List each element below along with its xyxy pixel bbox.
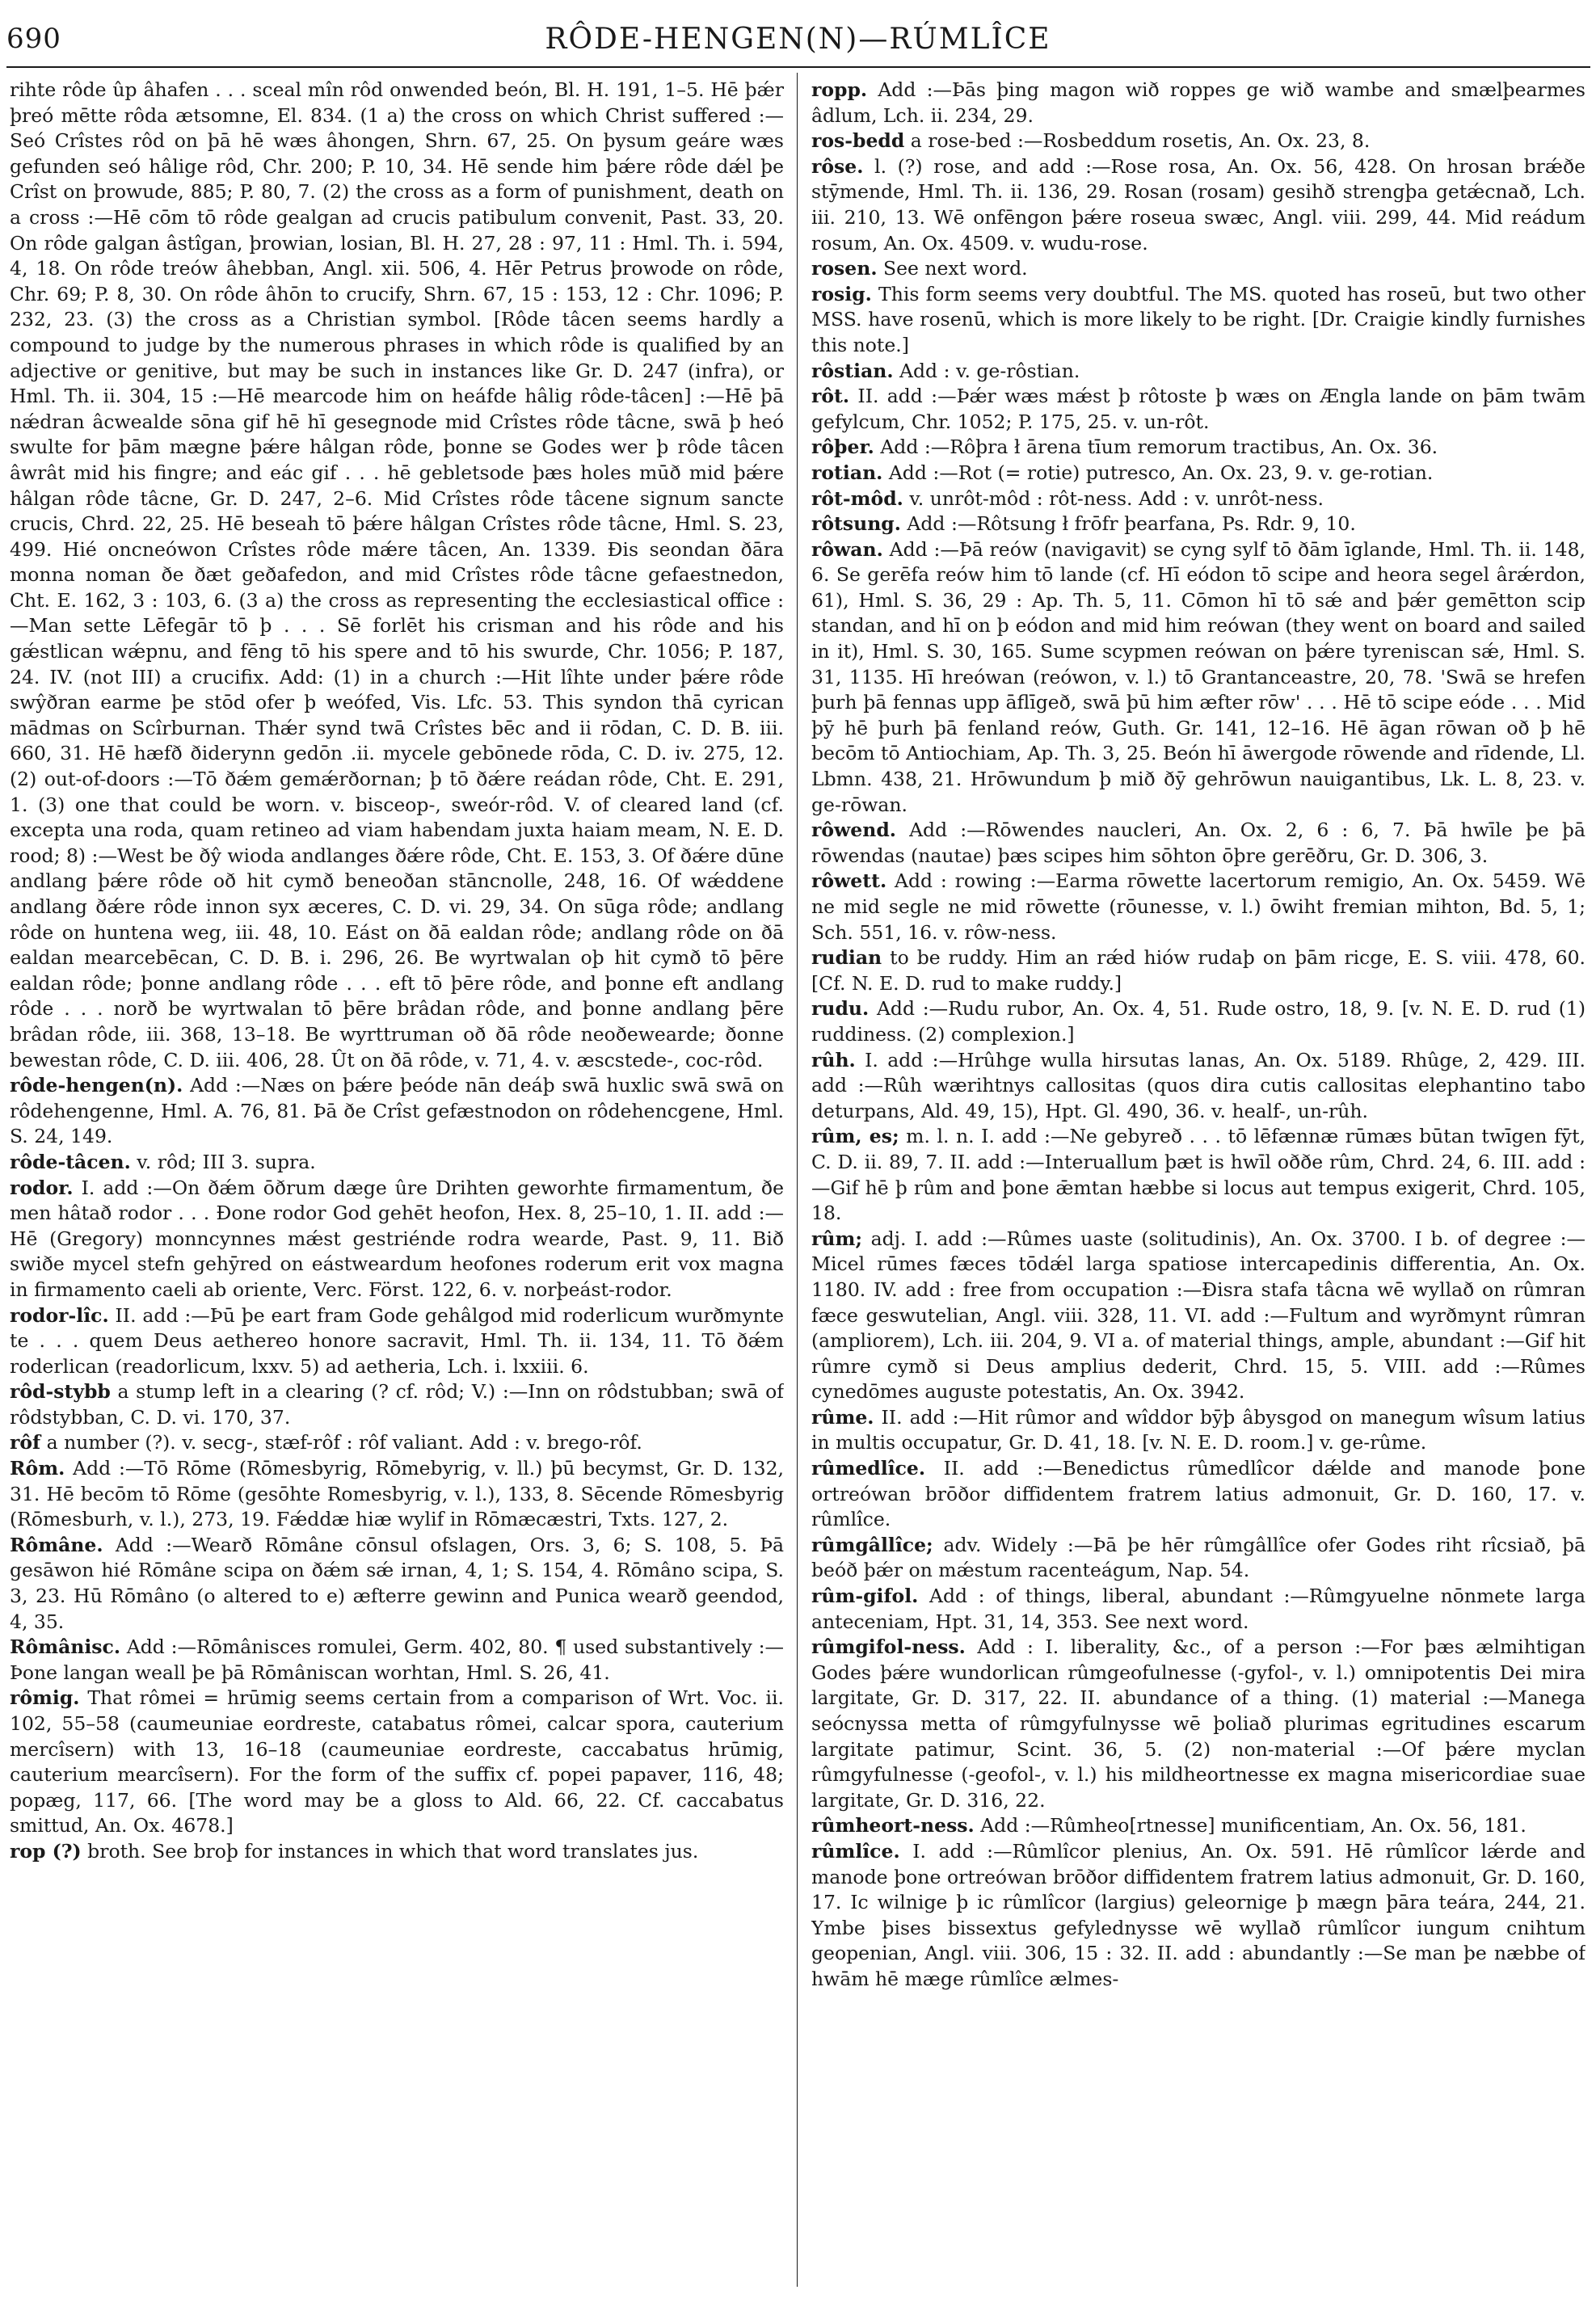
dictionary-entry <box>10 1635 784 1686</box>
dictionary-entry <box>811 78 1585 128</box>
entry-headword: rûmgâllîce; <box>811 1533 933 1556</box>
entry-headword: rûm, es; <box>811 1125 899 1148</box>
entry-headword: rôd-stybb <box>10 1380 111 1404</box>
dictionary-entry <box>10 1303 784 1380</box>
entry-headword: rotian. <box>811 461 883 484</box>
dictionary-entry <box>811 486 1585 512</box>
dictionary-entry <box>811 435 1585 461</box>
entry-headword: ros-bedd <box>811 129 905 153</box>
entry-headword: rosen. <box>811 257 878 280</box>
entry-headword: rûmheort-ness. <box>811 1814 975 1837</box>
entry-text: to be ruddy. Him an rǽd hiów rudaþ on þām ricge, E. S. viii. 478, 60. [Cf. N. E. D. rud to make ruddy.] <box>811 946 1585 995</box>
dictionary-entry <box>811 996 1585 1047</box>
entry-text: adv. Widely :—Þā þe hēr rûmgâllîce ofer Godes riht rîcsiað, þā beóð þǽr on mǽstum racenteágum, Nap. 54. <box>811 1533 1585 1582</box>
entry-headword: rop (?) <box>10 1839 82 1863</box>
entry-text: See next word. <box>883 257 1028 280</box>
right-column <box>811 78 1585 2292</box>
dictionary-entry <box>10 1430 784 1456</box>
dictionary-entry <box>811 1124 1585 1226</box>
dictionary-entry <box>10 1533 784 1635</box>
dictionary-entry <box>811 1584 1585 1635</box>
dictionary-entry <box>10 1073 784 1150</box>
entry-headword: rôf <box>10 1431 41 1454</box>
entry-headword: Rôm. <box>10 1457 65 1480</box>
entry-text: Add :—Tō Rōme (Rōmesbyrig, Rōmebyrig, v. ll.) þū becymst, Gr. D. 132, 31. Hē becōm tō Rōme (gesōhte Romesbyrig, v. l.), 133, 8. Sēcende Rōmesbyrig (Rōmesburh, v. l.), 273, 19. Fǽddæ hiæ wylif in Rōmæcæstri, Txts. 127, 2. <box>10 1457 784 1531</box>
dictionary-entry <box>10 1379 784 1430</box>
entry-headword: rûmlîce. <box>811 1839 900 1863</box>
entry-text: broth. See broþ for instances in which that word translates jus. <box>87 1839 699 1863</box>
dictionary-entry <box>811 154 1585 256</box>
entry-headword: rosig. <box>811 282 872 305</box>
entry-text: m. l. n. I. add :—Ne gebyreð . . . tō lēfænnæ rūmæs būtan twīgen fȳt, C. D. ii. 89, 7. II. add :—Interuallum þæt is hwīl oððe rûm, Chrd. 24, 6. III. add :—Gif hē þ rûm and þone ǣmtan hæbbe si locus aut tempus exigerit, Chrd. 105, 18. <box>811 1125 1585 1225</box>
running-head: RÔDE-HENGEN(N)—RÚMLÎCE <box>545 23 1051 56</box>
dictionary-entry <box>811 282 1585 359</box>
entry-headword: rôt. <box>811 385 850 408</box>
entry-text: That rômei = hrūmig seems certain from a comparison of Wrt. Voc. ii. 102, 55–58 (caumeuniae eordreste, catabatus rômei, calcar spora, cauterium mercîsern) with 13, 16–18 (caumeuniae eordreste, caccabatus hrūmig, cauterium mearcîsern). For the form of the suffix cf. popei papaver, 116, 48; popæg, 117, 66. [The word may be a gloss to Ald. 66, 22. Cf. caccabatus smittud, An. Ox. 4678.] <box>10 1686 784 1837</box>
entry-headword: rûm-gifol. <box>811 1585 919 1608</box>
entry-headword: rôde-tâcen. <box>10 1150 131 1173</box>
dictionary-entry <box>10 1456 784 1533</box>
entry-headword: Rômânisc. <box>10 1635 121 1659</box>
entry-text: adj. I. add :—Rûmes uaste (solitudinis), An. Ox. 3700. I b. of degree :—Micel rūmes fæces tōdǽl larga spatiose intercapedinis differentia, An. Ox. 1180. IV. add : free from occupation :—Ðisra stafa tâcna wē wyllað on rûmran fæce geswutelian, Angl. viii. 328, 11. VI. add :—Fultum and wyrðmynt rûmran (ampliorem), Lch. iii. 204, 9. VI a. of material things, ample, abundant :—Gif hit rûmre cymð si Deus amplius dederit, Chrd. 15, 5. VIII. add :—Rûmes cynedōmes auguste potestatis, An. Ox. 3942. <box>811 1227 1585 1404</box>
dictionary-entry <box>811 128 1585 154</box>
entry-text: v. rôd; III 3. supra. <box>137 1150 316 1173</box>
entry-headword: rôwend. <box>811 819 896 842</box>
dictionary-entry <box>811 511 1585 537</box>
entry-headword: rôtsung. <box>811 512 901 536</box>
entry-text: II. add :—Benedictus rûmedlîcor dǽlde and manode þone ortreówan brōðor diffidentem fratrem latius admonuit, Gr. D. 160, 17. v. rûmlîce. <box>811 1457 1585 1531</box>
left-column <box>10 78 784 2292</box>
entry-text: Add :—Rôþra ł ārena tīum remorum tractibus, An. Ox. 36. <box>880 436 1438 459</box>
entry-headword: rôstian. <box>811 359 894 382</box>
entry-headword: rôwan. <box>811 537 883 561</box>
entry-text: Add :—Rōmânisces romulei, Germ. 402, 80. ¶ used substantively :—Þone langan weall þe þā Rōmâniscan worhtan, Hml. S. 26, 41. <box>10 1635 784 1684</box>
entry-text: II. add :—Þǽr wæs mǽst þ rôtoste þ wæs on Ængla lande on þām twām gefylcum, Chr. 1052; P. 175, 25. v. un-rôt. <box>811 385 1585 433</box>
dictionary-entry <box>811 818 1585 869</box>
entry-headword: rûmgifol-ness. <box>811 1635 966 1659</box>
entry-headword: rûh. <box>811 1048 856 1071</box>
dictionary-entry <box>811 1635 1585 1813</box>
dictionary-entry <box>811 359 1585 385</box>
entry-headword: rôse. <box>811 154 864 178</box>
dictionary-entry <box>811 1405 1585 1456</box>
entry-text: This form seems very doubtful. The MS. quoted has roseū, but two other MSS. have rosenū, which is more likely to be right. [Dr. Craigie kindly furnishes this note.] <box>811 282 1585 356</box>
dictionary-entry <box>811 1533 1585 1584</box>
dictionary-entry <box>811 1813 1585 1839</box>
dictionary-entry <box>10 1839 784 1865</box>
entry-text: Add :—Þās þing magon wið roppes ge wið wambe and smælþearmes âdlum, Lch. ii. 234, 29. <box>811 78 1585 127</box>
column-divider <box>797 73 798 2287</box>
entry-text: II. add :—Þū þe eart fram Gode gehâlgod mid roderlicum wurðmynte te . . . quem Deus aethereo honore sacravit, Hml. Th. ii. 134, 11. Tō ðǽm roderlican (readorlicum, lxxv. 5) ad aetheria, Lch. i. lxxiii. 6. <box>10 1303 784 1378</box>
entry-headword: rudu. <box>811 997 870 1021</box>
entry-text: Add :—Wearð Rōmâne cōnsul ofslagen, Ors. 3, 6; S. 108, 5. Þā gesāwon hié Rōmâne scipa on ðǽm sǽ irnan, 4, 1; S. 154, 4. Rōmâno scipa, S. 3, 23. Hū Rōmâno (o altered to e) æfterre gewinn and Punica wearð geendod, 4, 35. <box>10 1533 784 1633</box>
entry-headword: rodor. <box>10 1176 74 1199</box>
dictionary-entry <box>811 256 1585 282</box>
dictionary-entry <box>811 461 1585 486</box>
entry-headword: rûmedlîce. <box>811 1457 926 1480</box>
header-rule <box>6 66 1590 68</box>
dictionary-entry <box>811 1839 1585 1993</box>
entry-text: Add :—Rôtsung ł frōfr þearfana, Ps. Rdr. 9, 10. <box>907 512 1356 536</box>
entry-text: Add : of things, liberal, abundant :—Rûmgyuelne nōnmete larga anteceniam, Hpt. 31, 14, 353. See next word. <box>811 1585 1585 1633</box>
entry-text: Add : v. ge-rôstian. <box>899 359 1080 382</box>
dictionary-entry <box>811 869 1585 945</box>
entry-text: I. add :—Rûmlîcor plenius, An. Ox. 591. Hē rûmlîcor lǽrde and manode þone ortreówan brōðor diffidentem fratrem latius admonuit, Gr. D. 160, 17. Ic wilnige þ ic rûmlîcor (largius) geleornige þ mægn þāra teára, 244, 21. Ymbe þises bissextus gefylednysse wē wyllað rûmlîcor iungum cnihtum geopenian, Angl. viii. 306, 15 : 32. II. add : abundantly :—Se man þe næbbe of hwām hē mæge rûmlîce ælmes- <box>811 1839 1585 1990</box>
entry-text: a stump left in a clearing (? cf. rôd; V.) :—Inn on rôdstubban; swā of rôdstybban, C. D. vi. 170, 37. <box>10 1380 784 1429</box>
page-number: 690 <box>6 23 61 55</box>
entry-text: a number (?). v. secg-, stæf-rôf : rôf valiant. Add : v. brego-rôf. <box>46 1431 642 1454</box>
dictionary-entry <box>10 1686 784 1839</box>
dictionary-entry <box>10 78 784 1073</box>
dictionary-entry <box>811 384 1585 435</box>
dictionary-entry <box>811 1456 1585 1533</box>
entry-text: I. add :—Hrûhge wulla hirsutas lanas, An. Ox. 5189. Rhûge, 2, 429. III. add :—Rûh wærihtnys callositas (quos dira cutis callositas elephantino tabo deturpans, Ald. 49, 15), Hpt. Gl. 490, 36. v. healf-, un-rûh. <box>811 1048 1585 1122</box>
entry-text: Add :—Rōwendes naucleri, An. Ox. 2, 6 : 6, 7. Þā hwīle þe þā rōwendas (nautae) þæs scipes him sōhton ōþre gerēðru, Gr. D. 306, 3. <box>811 819 1585 867</box>
entry-text: Add :—Rûmheo[rtnesse] munificentiam, An. Ox. 56, 181. <box>980 1814 1527 1837</box>
entry-headword: rôþer. <box>811 436 874 459</box>
entry-text: Add :—Þā reów (navigavit) se cyng sylf tō ðām īglande, Hml. Th. ii. 148, 6. Se gerēfa reów him tō lande (cf. Hī eódon tō scipe and heora segel ârǽrdon, 61), Hml. S. 36, 29 : Ap. Th. 5, 11. Cōmon hī tō sǽ and þǽr gemētton scip standan, and hī on þ eódon and mid him reówan (they went on board and sailed in it), Hml. S. 30, 165. Sume scypmen reówan on þǽre tyreniscan sǽ, Hml. S. 31, 1135. Hī hreówan (reówon, v. l.) tō Grantanceastre, 20, 78. 'Swā se hrefen þurh þā fennas upp āflīgeð, swā þū him æfter rōw' . . . Hē tō scipe eóde . . . Mid þȳ hē þurh þā fenland reów, Guth. Gr. 141, 12–16. Hē āgan rōwan oð þ hē becōm tō Antiochiam, Ap. Th. 3, 25. Beón hī āwergode rōwende and rīdende, Ll. Lbmn. 438, 21. Hrōwundum þ mið ðȳ gehrōwun nauigantibus, Lk. L. 8, 23. v. ge-rōwan. <box>811 537 1585 816</box>
entry-text: I. add :—On ðǽm ōðrum dæge ûre Drihten geworhte firmamentum, ðe men hâtað rodor . . . Ðone rodor God gehēt heofon, Hex. 8, 25–10, 1. II. add :—Hē (Gregory) monncynnes mǽst gestriénde rodra wearde, Past. 9, 11. Bið swiðe mycel stefn gehȳred on eástweardum heofones roderum erit vox magna in firmamento caeli ab oriente, Verc. Först. 122, 6. v. norþeást-rodor. <box>10 1176 784 1301</box>
entry-headword: ropp. <box>811 78 868 101</box>
entry-text: a rose-bed :—Rosbeddum rosetis, An. Ox. 23, 8. <box>910 129 1371 153</box>
entry-text: Add :—Rudu rubor, An. Ox. 4, 51. Rude ostro, 18, 9. [v. N. E. D. rud (1) ruddiness. (2) complexion.] <box>811 997 1585 1046</box>
entry-headword: rûme. <box>811 1405 874 1429</box>
entry-text: Add : I. liberality, &c., of a person :—For þæs ælmihtigan Godes þǽre wundorlican rûmgeofulnesse (-gyfol-, v. l.) omnipotentis Dei mira largitate, Gr. D. 317, 22. II. abundance of a thing. (1) material :—Manega seócnyssa metta of rûmgyfulnysse wē þoliað plurimas egritudines escarum largitate patimur, Scint. 36, 5. (2) non-material :—Of þǽre myclan rûmgyfulnesse (-geofol-, v. l.) his mildheortnesse ex magna misericordiae suae largitate, Gr. D. 316, 22. <box>811 1635 1585 1812</box>
entry-text: Add :—Rot (= rotie) putresco, An. Ox. 23, 9. v. ge-rotian. <box>888 461 1434 484</box>
entry-text: rihte rôde ûp âhafen . . . sceal mîn rôd onwended beón, Bl. H. 191, 1–5. Hē þǽr þreó mētte rôda ætsomne, El. 834. (1 a) the cross on which Christ suffered :—Seó Crîstes rôd on þā hē wæs âhongen, Shrn. 67, 25. On þysum geáre wæs gefunden seó hâlige rôd, Chr. 200; P. 10, 34. Hē sende him þǽre rôde dǽl þe Crîst on þrowude, 885; P. 80, 7. (2) the cross as a form of punishment, death on a cross :—Hē cōm tō rôde gealgan ad crucis patibulum convenit, Past. 33, 20. On rôde galgan âstîgan, þrowian, losian, Bl. H. 27, 28 : 97, 11 : Hml. Th. i. 594, 4, 18. On rôde treów âhebban, Angl. xii. 506, 4. Hēr Petrus þrowode on rôde, Chr. 69; P. 8, 30. On rôde âhōn to crucify, Shrn. 67, 15 : 153, 12 : Chr. 1096; P. 232, 23. (3) the cross as a Christian symbol. [Rôde tâcen seems hardly a compound to judge by the numerous phrases in which rôde is qualified by an adjective or genitive, but may be such in instances like Gr. D. 247 (infra), or Hml. Th. ii. 304, 15 :—Hē mearcode him on heáfde hâlig rôde-tâcen] :—Hē þā nǽdran âcwealde sōna gif hē hī gesegnode mid Crîstes rôde tâcne, swā þ heó swulte for þām mægne þǽre hâlgan rôde, þonne se Godes wer þ rôde tâcen âwrât mid his fingre; and eác gif . . . hē gebletsode þæs holes mūð mid þǽre hâlgan rôde tâcne, Gr. D. 247, 2–6. Mid Crîstes rôde tâcene signum sancte crucis, Chrd. 22, 25. Hē beseah tō þǽre hâlgan Crîstes rôde tâcne, Hml. S. 23, 499. Hié oncneówon Crîstes rôde mǽre tâcen, An. 1339. Ðis seondan ðāra monna noman ðe ðæt geðafedon, and mid Crîstes rôde tâcne gefaestnedon, Cht. E. 162, 3 : 103, 6. (3 a) the cross as representing the ecclesiastical office :—Man sette Lēfegār tō þ . . . Sē forlēt his crisman and his rôde and his gǽstlican wǽpnu, and fēng tō his spere and tō his swurde, Chr. 1056; P. 187, 24. IV. (not III) a crucifix. Add: (1) in a church :—Hit lîhte under þǽre rôde swŷðran earme þe stōd ofer þ weófed, Vis. Lfc. 53. This syndon thā cyrican mādmas on Scîrburnan. Thǽr synd twā Crîstes bēc and ii rōdan, C. D. B. iii. 660, 31. Hē hæfð ðiderynn gedōn .ii. mycele gebōnede rōda, C. D. iv. 275, 12. (2) out-of-doors :—Tō ðǽm gemǽrðornan; þ tō ðǽre reádan rôde, Cht. E. 291, 1. (3) one that could be worn. v. bisceop-, sweór-rôd. V. of cleared land (cf. excepta una roda, quam retineo ad viam habendam juxta haiam meam, N. E. D. rood; 8) :—West be ðŷ wioda andlanges ðǽre rôde, Cht. E. 153, 3. Of ðǽre dūne andlang þǽre rôde oð hit cymð beneoðan stāncnolle, 248, 16. Of wǽddene andlang ðǽre rôde innon syx æceres, C. D. vi. 29, 34. On sūga rôde; andlang rôde on huntena weg, iii. 48, 10. Eást on ðā ealdan rôde; andlang rôde on ðā ealdan mearcebēcan, C. D. B. i. 296, 26. Be wyrtwalan oþ hit cymð tō þēre ealdan rôde; þonne andlang rôde . . . eft tō þēre rôde, and þonne eft andlang rôde . . . norð be wyrtwalan tō þēre brâdan rôde, and þonne andlang þēre brâdan rôde, iii. 368, 13–18. Be wyrttruman oð ðā rôde neoðewearde; ðonne bewestan rôde, C. D. iii. 406, 28. Ût on ðā rôde, v. 71, 4. v. æscstede-, coc-rôd. <box>10 78 784 1071</box>
entry-text: Add :—Næs on þǽre þeóde nān deáþ swā huxlic swā swā on rôdehengenne, Hml. A. 76, 81. Þā ðe Crîst gefæstnodon on rôdehencgene, Hml. S. 24, 149. <box>10 1074 784 1148</box>
entry-headword: rudian <box>811 946 882 970</box>
dictionary-entry <box>811 537 1585 819</box>
entry-headword: rômig. <box>10 1686 80 1710</box>
dictionary-entry <box>811 945 1585 996</box>
entry-text: Add : rowing :—Earma rōwette lacertorum remigio, An. Ox. 5459. Wē ne mid segle ne mid rōwette (rōunesse, v. l.) ōwiht fremian mihton, Bd. 5, 1; Sch. 551, 16. v. rôw-ness. <box>811 869 1585 944</box>
entry-text: II. add :—Hit rûmor and wîddor bȳþ âbysgod on manegum wîsum latius in multis occupatur, Gr. D. 41, 18. [v. N. E. D. room.] v. ge-rûme. <box>811 1405 1585 1454</box>
entry-headword: rôwett. <box>811 869 887 893</box>
entry-text: l. (?) rose, and add :—Rose rosa, An. Ox. 56, 428. On hrosan brǽðe stȳmende, Hml. Th. ii. 136, 29. Rosan (rosam) gesihð strengþa getǽcnað, Lch. iii. 210, 13. Wē onfēngon þǽre roseua swæc, Angl. viii. 299, 44. Mid reádum rosum, An. Ox. 4509. v. wudu-rose. <box>811 154 1585 255</box>
entry-headword: Rômâne. <box>10 1533 103 1556</box>
entry-text: v. unrôt-môd : rôt-ness. Add : v. unrôt-ness. <box>909 486 1324 510</box>
entry-headword: rôt-môd. <box>811 486 903 510</box>
entry-headword: rodor-lîc. <box>10 1303 109 1327</box>
entry-headword: rûm; <box>811 1227 863 1250</box>
dictionary-entry <box>811 1048 1585 1125</box>
dictionary-entry <box>811 1227 1585 1405</box>
dictionary-entry <box>10 1150 784 1176</box>
entry-headword: rôde-hengen(n). <box>10 1074 183 1097</box>
dictionary-entry <box>10 1176 784 1303</box>
